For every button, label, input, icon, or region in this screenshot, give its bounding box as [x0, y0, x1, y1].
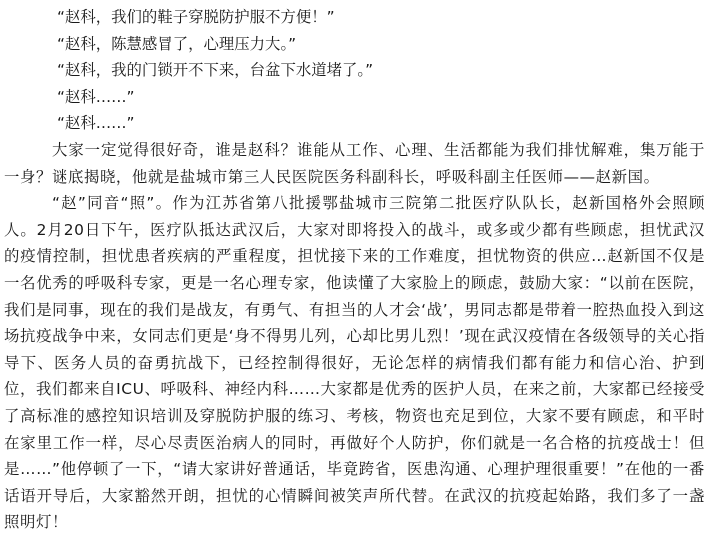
- quote-line: “赵科，我们的鞋子穿脱防护服不方便！”: [57, 8, 335, 26]
- paragraph-story: “赵”同音“照”。作为江苏省第八批援鄂盐城市三院第二批医疗队队长，赵新国格外会照顾人。2月20日下午，医疗队抵达武汉后，大家对即将投入的战斗，或多或少都有些顾虑，担忧武汉的疫情控制，担忧患者疾病的严重程度，担忧接下来的工作难度，担忧物资的供应…赵新国不仅是一名优秀的呼吸科专家，更是一名心理专家，他读懂了大家脸上的顾虑，鼓励大家：“以前在医院，我们是同事，现在的我们是战友，有勇气、有担当的人才会‘战’，男同志都是带着一腔热血投入到这场抗疫战争中来，女同志们更是‘身不得男儿列，心却比男儿烈！’现在武汉疫情在各级领导的关心指导下、医务人员的奋勇抗战下，已经控制得很好，无论怎样的病情我们都有能力和信心治、护到位，我们都来自ICU、呼吸科、神经内科……大家都是优秀的医护人员，在来之前，大家都已经接受了高标准的感控知识培训及穿脱防护服的练习、考核，物资也充足到位，大家不要有顾虑，和平时在家里工作一样，尽心尽责医治病人的同时，再做好个人防护，你们就是一名合格的抗疫战士！但是……”他停顿了一下，“请大家讲好普通话，毕竟跨省，医患沟通、心理护理很重要！”在他的一番话语开导后，大家豁然开朗，担忧的心情瞬间被笑声所代替。在武汉的抗疫起始路，我们多了一盏照明灯！: [4, 194, 705, 532]
- quote-line: “赵科……”: [57, 114, 135, 133]
- quote-line: “赵科，我的门锁开不下来，台盆下水道堵了。”: [57, 61, 374, 80]
- quote-list: [57, 4, 705, 137]
- quote-line: “赵科，陈慧感冒了，心理压力大。”: [57, 34, 297, 53]
- paragraph-intro: 大家一定觉得很好奇，谁是赵科？谁能从工作、心理、生活都能为我们排忧解难，集万能于一身？谜底揭晓，他就是盐城市第三人民医院医务科副科长，呼吸科副主任医师——赵新国。: [4, 140, 705, 186]
- article-body: [4, 4, 705, 536]
- quote-line: “赵科……”: [57, 87, 135, 106]
